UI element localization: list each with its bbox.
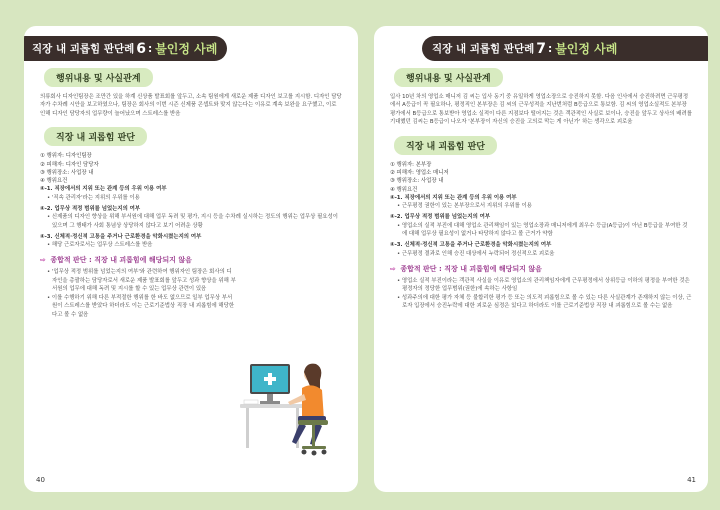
judgement-item: ④ 행위요건 (390, 186, 418, 193)
judgement-item: ④-3. 신체적·정신적 고통을 주거나 근로환경을 악화시켰는지의 여부 (390, 242, 552, 249)
judgement-item: ② 피해자: 영업소 매니저 (390, 169, 449, 176)
arrow-icon: ⇨ (40, 256, 46, 265)
case-type: 불인정 사례 (555, 42, 618, 56)
right-page (374, 26, 708, 492)
left-page (24, 26, 358, 492)
page-content (36, 66, 346, 319)
judgement-detail: • 근무평정 결과로 인해 승진 대상에서 누락되어 정신적으로 괴로움 (397, 250, 555, 257)
judgement-item: ④-1. 직장에서의 지위 또는 관계 등의 우위 이용 여부 (40, 186, 167, 193)
page-number: 40 (36, 476, 45, 484)
section-heading-facts: 행위내용 및 사실관계 (394, 68, 503, 87)
conclusion-text (40, 268, 236, 318)
section-heading-facts: 행위내용 및 사실관계 (44, 68, 153, 87)
page-content (386, 66, 696, 311)
title-prefix: 직장 내 괴롭힘 판단례 (32, 43, 135, 55)
conclusion-label: 종합적 판단 : 직장 내 괴롭힘에 해당되지 않음 (50, 256, 192, 265)
judgement-item: ④-2. 업무상 적정 범위를 넘었는지의 여부 (40, 206, 141, 212)
judgement-item: ② 피해자: 디자인 담당자 (40, 161, 99, 168)
judgement-item: ④-3. 신체적·정신적 고통을 주거나 근로환경을 악화시켰는지의 여부 (40, 233, 202, 240)
conclusion-label: 종합적 판단 : 직장 내 괴롭힘에 해당되지 않음 (400, 264, 542, 273)
office-worker-illustration (236, 346, 334, 464)
judgement-detail: • 해당 근로자로서는 업무상 스트레스를 받음 (47, 242, 153, 249)
judgement-detail: • 영업소의 실적 부진에 대해 영업소 관리책임이 있는 영업소장과 매니저에게 최우수 등급(A등급)이 아닌 B등급을 부여한 것에 대해 업무상 필요성이 없거나 타당하지 않다고 볼 근거가 약함 (397, 222, 688, 237)
conclusion-heading (390, 264, 692, 274)
judgement-item: ① 행위자: 본부장 (390, 161, 432, 168)
judgement-list (390, 161, 692, 258)
case-title-bar (24, 36, 227, 61)
judgement-item: ④-1. 직장에서의 지위 또는 관계 등의 우위 이용 여부 (390, 194, 517, 201)
judgement-detail: • 근무평정 권한이 있는 본부장으로서 지위의 우위를 이용 (397, 203, 532, 210)
judgement-item: ③ 행위장소: 사업장 내 (390, 178, 444, 185)
judgement-item: ① 행위자: 디자인팀장 (40, 153, 92, 160)
judgement-detail: • 신제품의 디자인 향상을 위해 부서원에 대해 업무 독려 및 평가, 지시 등을 수차례 실시하는 정도의 행위는 업무상 필요성이 있으며 그 행태가 사회 통념상 상당하지 않다고 보기 어려운 상황 (47, 214, 338, 229)
case-title-bar (422, 36, 708, 61)
section-heading-judgement: 직장 내 괴롭힘 판단 (44, 127, 147, 146)
facts-paragraph: 입사 10년 차의 영업소 매니저 김 씨는 입사 동기 중 유일하게 영업소장으로 승진하지 못함. 다음 인사에서 승진하려면 근무평정에서 A등급이 꼭 필요하나, 평정직인 본부장은 김 씨의 근무성적을 지난번처럼 B등급으로 통보함. 김 씨의 영업소실적도 본부장 평가에서 B등급으로 통보받아 영업소 실적이 다른 지점보다 떨어지는 것은 객관적인 사실로 보이나, 승진을 앞두고 상사의 배려를 기대했던 김씨는 B등급이 나오자 '본부장이 자신의 승진을 고의로 막는 게 아닌가' 하는 생각으로 괴로움 (390, 94, 692, 126)
title-prefix: 직장 내 괴롭힘 판단례 (432, 43, 535, 55)
judgement-detail: • '직속 관리자'라는 지위의 우위를 이용 (47, 194, 140, 201)
conclusion-bullet: • 이를 수행하기 위해 다른 부적절한 행위를 한 바도 없으므로 일부 업무상 부서원이 스트레스를 받았다 하더라도 이는 근로기준법상 직장 내 괴롭힘에 해당한다고 볼 수 없음 (47, 294, 235, 318)
case-number: 7 (536, 40, 547, 57)
case-number: 6 (136, 40, 147, 57)
title-separator: : (148, 42, 153, 55)
facts-paragraph: 의류회사 디자인팀장은 조만간 있을 하계 신상품 발표회를 앞두고, 소속 팀원에게 새로운 제품 디자인 보고를 지시함. 디자인 담당자가 수차례 시안을 보고하였으나, 팀장은 회사의 이번 시즌 신제품 콘셉트와 맞지 않는다는 이유로 계속 보완을 요구했고, 이로 인해 디자인 담당자의 업무량이 늘어났으며 스트레스를 받음 (40, 94, 342, 117)
arrow-icon: ⇨ (390, 264, 396, 273)
page-number: 41 (687, 476, 696, 484)
conclusion-bullet: • 성과주의에 대한 평가 자체 등 불합리한 평가 등 또는 의도적 괴롭힘으로 볼 수 있는 다른 사실관계가 존재하지 않는 이상, 근로자 입장에서 승진누락에 대한 괴로운 심정은 있다고 하더라도 이를 근로기준법상 직장 내 괴롭힘으로 볼 수는 없음 (397, 294, 692, 310)
judgement-item: ④ 행위요건 (40, 178, 68, 185)
conclusion-heading (40, 255, 342, 265)
judgement-list (40, 152, 342, 249)
conclusion-text (390, 277, 692, 311)
section-heading-judgement: 직장 내 괴롭힘 판단 (394, 136, 497, 155)
title-separator: : (548, 42, 553, 55)
conclusion-bullet: • 영업소 실적 부진이라는 객관적 사실을 이유로 영업소의 관리책임자에게 근무평정에서 상위등급 이하의 평정을 부여한 것은 평정자의 정당한 업무범위(권한)에 속하는 사항임 (397, 277, 690, 293)
judgement-item: ④-2. 업무상 적정 범위를 넘었는지의 여부 (390, 214, 491, 221)
conclusion-bullet: • '업무상 적정 범위를 넘었는지의 여부'와 관련하여 행위자인 팀장은 회사의 디자인을 총괄하는 담당자로서 새로운 제품 발표회를 앞두고 성과 향상을 위해 부서원의 업무에 대해 독려 및 지시를 할 수 있는 업무상 관련이 있음 (47, 269, 236, 293)
judgement-item: ③ 행위장소: 사업장 내 (40, 169, 94, 176)
case-type: 불인정 사례 (155, 42, 218, 56)
